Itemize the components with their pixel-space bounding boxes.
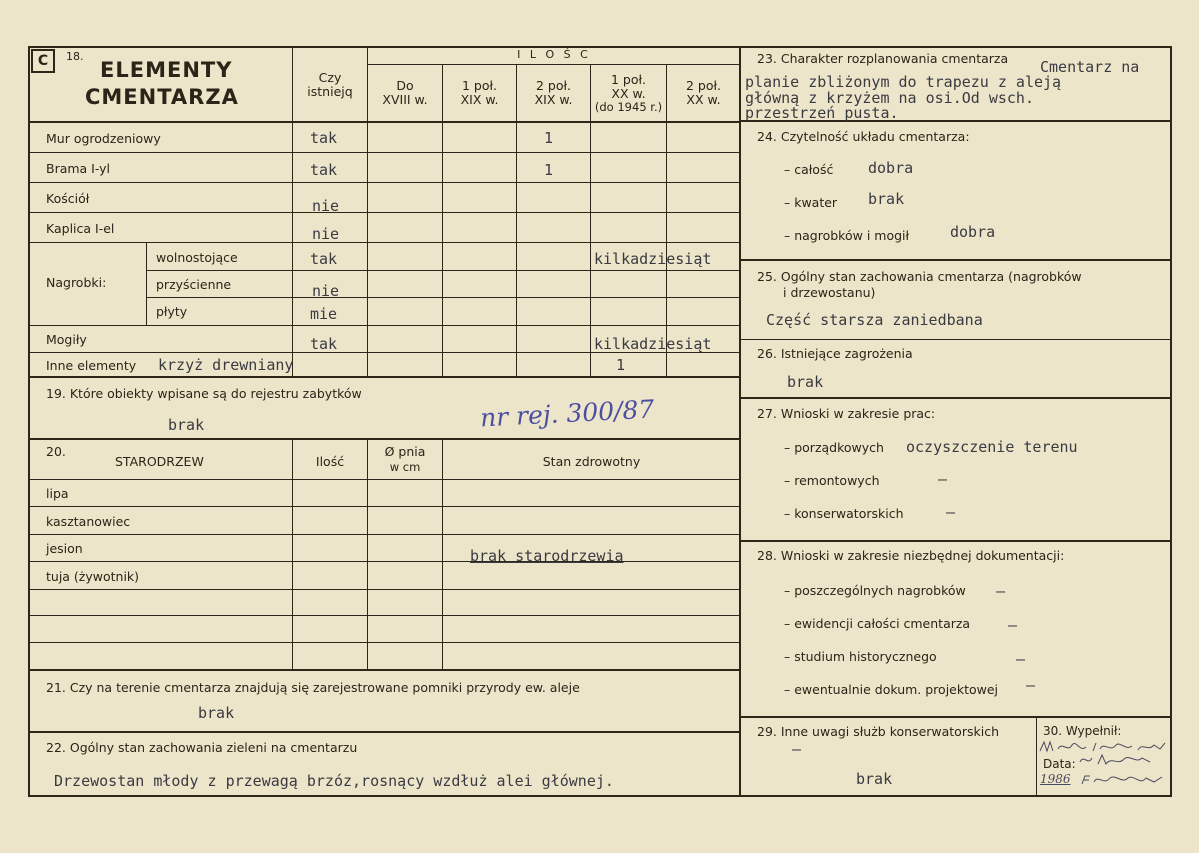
row-inne-label: Inne elementy: [46, 358, 137, 373]
section23-value-l3: główną z krzyżem na osi.Od wsch.: [745, 89, 1034, 107]
section23-value-l1: Cmentarz na: [1040, 58, 1140, 76]
section20-title: STARODRZEW: [115, 454, 204, 469]
row-przyscienne-label: przyścienne: [156, 277, 232, 292]
period-4-l1: 1 poł.: [610, 72, 647, 87]
period-5-l1: 2 poł.: [685, 78, 722, 93]
row-mur-label: Mur ogrodzeniowy: [46, 131, 161, 146]
period-5-l2: XX w.: [686, 92, 721, 107]
ilosc-header: I L O Ś C: [517, 48, 591, 61]
section21-value: brak: [198, 704, 235, 722]
period-2-l2: XIX w.: [460, 92, 499, 107]
section25-value: Część starsza zaniedbana: [766, 311, 983, 329]
section24-kwater-value: brak: [868, 190, 905, 208]
signature-line-2: [1078, 752, 1158, 771]
section29-label: 29. Inne uwagi służb konserwatorskich: [757, 724, 999, 739]
row-wolnostojace-exists: tak: [310, 250, 338, 268]
period-2-l1: 1 poł.: [461, 78, 498, 93]
row-brama-exists: tak: [310, 161, 338, 179]
section30-date-label: Data:: [1043, 757, 1076, 771]
section25-label-l1: 25. Ogólny stan zachowania cmentarza (nagrobków: [757, 269, 1082, 284]
row-plyty-exists: mie: [310, 305, 338, 323]
frame-right: [1170, 46, 1172, 797]
period-3-l2: XIX w.: [534, 92, 573, 107]
card-letter-box: C: [31, 49, 55, 73]
row-inne-value: krzyż drewniany: [158, 356, 294, 374]
section22-value: Drzewostan młody z przewagą brzóz,rosnący wzdłuż alei głównej.: [54, 772, 614, 790]
signature-scribble-icon: [1080, 772, 1166, 788]
row-nagrobki-label: Nagrobki:: [46, 275, 107, 290]
tree-row: jesion: [46, 541, 83, 556]
row-przyscienne-exists: nie: [312, 282, 340, 300]
section20-col-diam-l2: w cm: [389, 460, 421, 474]
section30-label: 30. Wypełnił:: [1043, 724, 1122, 738]
row-mur-exists: tak: [310, 129, 338, 147]
section28-item-value: –: [996, 582, 1006, 600]
section19-label: 19. Które obiekty wpisane są do rejestru zabytków: [46, 386, 362, 401]
section26-label: 26. Istniejące zagrożenia: [757, 346, 913, 361]
section27-porzadkowych-value: oczyszczenie terenu: [906, 438, 1078, 456]
frame-bottom: [28, 795, 1172, 797]
section23-value-l2: planie zbliżonym do trapezu z aleją: [745, 73, 1062, 91]
signature-line-3: [1080, 772, 1166, 791]
row-mogily-label: Mogiły: [46, 332, 87, 347]
section20-col-qty: Ilość: [315, 454, 345, 469]
section27-label: 27. Wnioski w zakresie prac:: [757, 406, 936, 421]
section24-calosc-label: – całość: [784, 162, 834, 177]
section18-number: 18.: [66, 50, 84, 63]
tree-row: lipa: [46, 486, 69, 501]
row-kaplica-label: Kaplica I-el: [46, 221, 115, 236]
section20-col-health: Stan zdrowotny: [542, 454, 641, 469]
section24-kwater-label: – kwater: [784, 195, 838, 210]
row-kosciol-label: Kościół: [46, 191, 90, 206]
section20-number: 20.: [46, 444, 66, 459]
row-mogily-exists: tak: [310, 335, 338, 353]
row-wolnostojace-label: wolnostojące: [156, 250, 238, 265]
section24-nagrobkow-label: – nagrobków i mogił: [784, 228, 910, 243]
section24-nagrobkow-value: dobra: [950, 223, 996, 241]
row-brama-qty: 1: [544, 161, 554, 179]
section24-calosc-value: dobra: [868, 159, 914, 177]
section19-value: brak: [168, 416, 205, 434]
tree-row: kasztanowiec: [46, 514, 131, 529]
section22-label: 22. Ogólny stan zachowania zieleni na cmentarzu: [46, 740, 358, 755]
section28-item-label: – poszczególnych nagrobków: [784, 583, 966, 598]
section26-value: brak: [787, 373, 824, 391]
section19-handwritten-register: nr rej. 300/87: [479, 394, 655, 433]
row-plyty-label: płyty: [156, 304, 188, 319]
section28-item-value: –: [1026, 676, 1036, 694]
section18-title-line2: CMENTARZA: [85, 85, 239, 109]
section27-porzadkowych-label: – porządkowych: [784, 440, 884, 455]
section27-remontowych-value: –: [938, 470, 948, 488]
section27-remontowych-label: – remontowych: [784, 473, 880, 488]
period-1-l2: XVIII w.: [382, 92, 428, 107]
exists-header-l2: istniejq: [307, 84, 353, 99]
section21-label: 21. Czy na terenie cmentarza znajdują się zarejestrowane pomniki przyrody ew. aleje: [46, 680, 580, 695]
exists-header-l1: Czy: [318, 70, 342, 85]
section29-value: brak: [856, 770, 893, 788]
period-1-l1: Do: [396, 78, 414, 93]
row-mur-qty: 1: [544, 129, 554, 147]
row-brama-label: Brama I-yl: [46, 161, 111, 176]
section28-item-label: – studium historycznego: [784, 649, 937, 664]
section23-label: 23. Charakter rozplanowania cmentarza: [757, 51, 1009, 66]
section18-title-line1: ELEMENTY: [100, 58, 233, 82]
period-3-l1: 2 poł.: [535, 78, 572, 93]
tree-row: tuja (żywotnik): [46, 569, 140, 584]
frame-left: [28, 46, 30, 797]
column-divider: [739, 46, 741, 797]
section28-item-label: – ewidencji całości cmentarza: [784, 616, 971, 631]
section27-konserwatorskich-value: –: [946, 503, 956, 521]
section29-dash: –: [792, 740, 802, 758]
section23-value-l4: przestrzeń pusta.: [745, 104, 899, 122]
row-kaplica-exists: nie: [312, 225, 340, 243]
period-4-l2: XX w.: [611, 86, 646, 101]
section25-label-l2: i drzewostanu): [783, 285, 876, 300]
section20-col-diam-l1: Ø pnia: [384, 444, 426, 459]
row-mogily-qty: kilkadziesiąt: [594, 335, 712, 353]
section28-item-value: –: [1016, 650, 1026, 668]
section28-label: 28. Wnioski w zakresie niezbędnej dokumentacji:: [757, 548, 1065, 563]
section20-health-value: brak starodrzewia: [470, 547, 624, 565]
row-inne-qty: 1: [616, 356, 626, 374]
row-kosciol-exists: nie: [312, 197, 340, 215]
section24-label: 24. Czytelność układu cmentarza:: [757, 129, 970, 144]
section30-year: 1986: [1040, 772, 1071, 786]
period-4-l3: (do 1945 r.): [594, 100, 663, 114]
signature-scribble-icon: [1078, 752, 1158, 768]
section27-konserwatorskich-label: – konserwatorskich: [784, 506, 904, 521]
section28-item-value: –: [1008, 616, 1018, 634]
row-wolnostojace-qty: kilkadziesiąt: [594, 250, 712, 268]
section28-item-label: – ewentualnie dokum. projektowej: [784, 682, 999, 697]
